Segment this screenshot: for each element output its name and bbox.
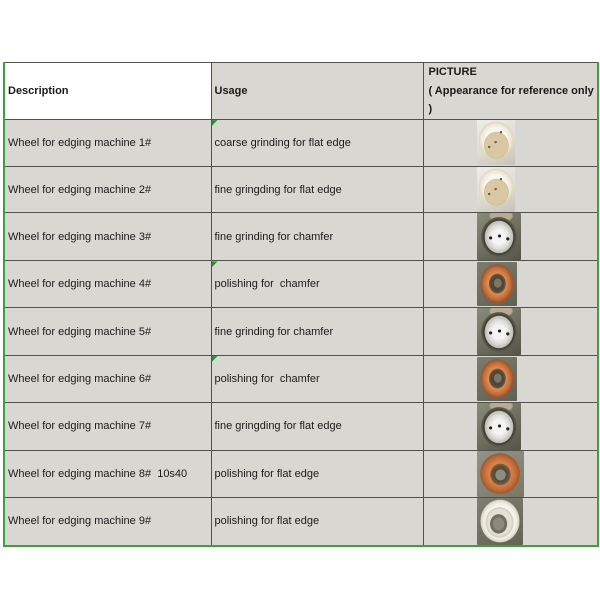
usage-header-label: Usage bbox=[214, 85, 248, 98]
description-cell bbox=[4, 450, 211, 497]
picture-cell bbox=[423, 497, 598, 546]
usage-text: fine gringding for flat edge bbox=[214, 183, 342, 196]
orange-bowl-wheel-photo bbox=[477, 357, 517, 401]
usage-cell bbox=[211, 497, 423, 546]
description-cell bbox=[4, 497, 211, 546]
table-row bbox=[4, 497, 598, 546]
usage-cell bbox=[211, 308, 423, 356]
header-usage-cell bbox=[211, 63, 423, 120]
description-cell bbox=[4, 356, 211, 403]
picture-header-note: ( Appearance for reference only ) bbox=[428, 84, 594, 116]
description-text: Wheel for edging machine 1# bbox=[8, 136, 152, 149]
description-text: Wheel for edging machine 8# 10s40 bbox=[8, 467, 188, 480]
product-table bbox=[3, 62, 597, 547]
table-body bbox=[4, 120, 598, 546]
usage-cell bbox=[211, 261, 423, 308]
usage-text: fine gringding for flat edge bbox=[214, 420, 342, 433]
table-row bbox=[4, 356, 598, 403]
table-row bbox=[4, 402, 598, 450]
description-text: Wheel for edging machine 5# bbox=[8, 325, 152, 338]
white-donut-wheel-photo bbox=[477, 498, 523, 545]
header-picture-cell bbox=[423, 63, 598, 120]
table-row bbox=[4, 308, 598, 356]
description-cell bbox=[4, 308, 211, 356]
picture-header-label: PICTURE bbox=[428, 66, 477, 78]
wheel-spec-table bbox=[3, 62, 599, 547]
header-row bbox=[4, 63, 598, 120]
table-row bbox=[4, 450, 598, 497]
white-flat-wheel-photo bbox=[477, 167, 515, 212]
table-row bbox=[4, 166, 598, 213]
description-cell bbox=[4, 213, 211, 261]
description-text: Wheel for edging machine 6# bbox=[8, 372, 152, 385]
usage-cell bbox=[211, 166, 423, 213]
usage-cell bbox=[211, 213, 423, 261]
usage-cell bbox=[211, 402, 423, 450]
comment-marker-icon bbox=[212, 261, 218, 267]
description-cell bbox=[4, 120, 211, 167]
usage-text: fine grinding for chamfer bbox=[214, 230, 334, 243]
description-text: Wheel for edging machine 7# bbox=[8, 420, 152, 433]
description-text: Wheel for edging machine 3# bbox=[8, 230, 152, 243]
table-row bbox=[4, 120, 598, 167]
table-row bbox=[4, 261, 598, 308]
comment-marker-icon bbox=[212, 356, 218, 362]
usage-text: polishing for flat edge bbox=[214, 467, 320, 480]
description-cell bbox=[4, 402, 211, 450]
header-description-cell bbox=[4, 63, 211, 120]
description-text: Wheel for edging machine 9# bbox=[8, 515, 152, 528]
description-text: Wheel for edging machine 2# bbox=[8, 183, 152, 196]
picture-cell bbox=[423, 213, 598, 261]
picture-cell bbox=[423, 120, 598, 167]
comment-marker-icon bbox=[212, 120, 218, 126]
picture-cell bbox=[423, 261, 598, 308]
usage-text: polishing for flat edge bbox=[214, 515, 320, 528]
usage-text: polishing for chamfer bbox=[214, 278, 320, 291]
usage-text: fine grinding for chamfer bbox=[214, 325, 334, 338]
table-row bbox=[4, 213, 598, 261]
usage-cell bbox=[211, 356, 423, 403]
usage-text: polishing for chamfer bbox=[214, 372, 320, 385]
picture-cell bbox=[423, 402, 598, 450]
orange-bowl-wheel-photo bbox=[477, 262, 517, 306]
orange-ring-wheel-photo bbox=[477, 451, 524, 497]
picture-cell bbox=[423, 450, 598, 497]
usage-cell bbox=[211, 450, 423, 497]
description-header-label: Description bbox=[8, 85, 69, 98]
description-text: Wheel for edging machine 4# bbox=[8, 278, 152, 291]
usage-text: coarse grinding for flat edge bbox=[214, 136, 351, 149]
description-cell bbox=[4, 261, 211, 308]
description-cell bbox=[4, 166, 211, 213]
picture-cell bbox=[423, 308, 598, 356]
picture-cell bbox=[423, 166, 598, 213]
white-flat-wheel-photo bbox=[477, 120, 515, 165]
metal-cup-wheel-photo bbox=[477, 213, 521, 260]
metal-cup-wheel-photo bbox=[477, 308, 521, 355]
metal-cup-wheel-photo bbox=[477, 403, 521, 450]
usage-cell bbox=[211, 120, 423, 167]
picture-cell bbox=[423, 356, 598, 403]
